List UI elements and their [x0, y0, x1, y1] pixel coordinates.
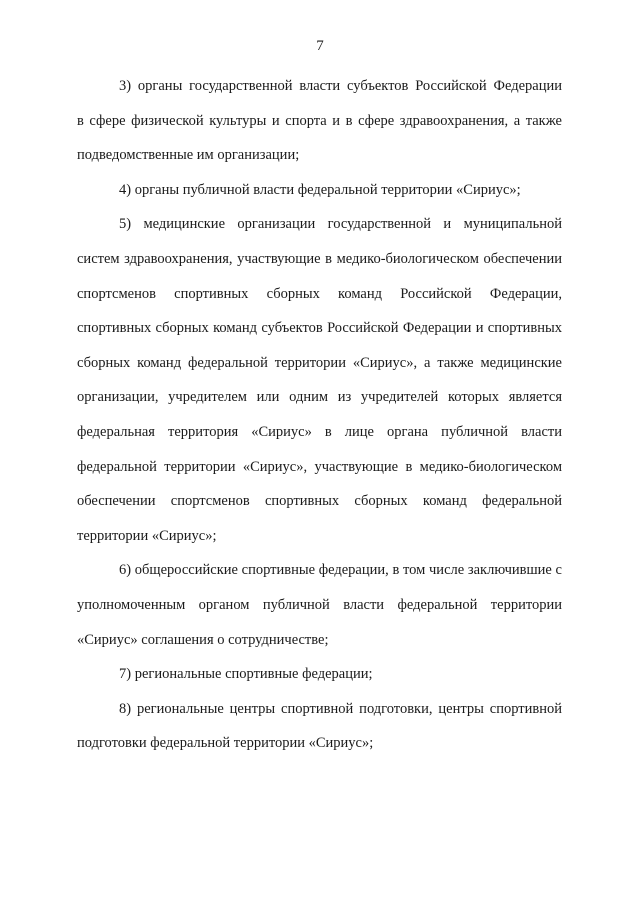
list-item-8: [77, 699, 562, 768]
list-item-7: [77, 664, 562, 699]
page-body: [77, 76, 562, 768]
text-line: «Сириус» соглашения о сотрудничестве;: [77, 631, 329, 648]
list-item-5: [77, 214, 562, 560]
text-line: 7) региональные спортивные федерации;: [119, 666, 373, 683]
text-line: 8) региональные центры спортивной подготовки, центры спортивной: [119, 700, 562, 717]
text-line: 3) органы государственной власти субъектов Российской Федерации: [119, 78, 562, 94]
text-line: уполномоченным органом публичной власти федеральной территории: [77, 596, 562, 613]
text-line: спортивных сборных команд субъектов Российской Федерации и спортивных: [77, 320, 562, 337]
page-number: 7: [316, 38, 324, 54]
text-line: федеральной территории «Сириус», участвующие в медико-биологическом: [77, 458, 562, 475]
text-line: подготовки федеральной территории «Сириус»;: [77, 735, 374, 752]
text-line: 6) общероссийские спортивные федерации, в том числе заключившие с: [119, 562, 562, 579]
text-line: сборных команд федеральной территории «Сириус», а также медицинские: [77, 354, 562, 371]
text-line: территории «Сириус»;: [77, 527, 217, 544]
text-line: 5) медицинские организации государственной и муниципальной: [119, 216, 562, 233]
text-line: в сфере физической культуры и спорта и в сфере здравоохранения, а также: [77, 112, 562, 129]
list-item-4: [77, 180, 562, 215]
text-line: 4) органы публичной власти федеральной территории «Сириус»;: [119, 181, 521, 198]
list-item-6: [77, 560, 562, 664]
text-line: спортсменов спортивных сборных команд Российской Федерации,: [77, 285, 562, 302]
text-line: обеспечении спортсменов спортивных сборных команд федеральной: [77, 493, 562, 510]
text-line: федеральная территория «Сириус» в лице органа публичной власти: [77, 423, 562, 440]
text-line: подведомственные им организации;: [77, 147, 300, 164]
text-line: систем здравоохранения, участвующие в медико-биологическом обеспечении: [77, 250, 562, 267]
list-item-3: [77, 76, 562, 180]
text-line: организации, учредителем или одним из учредителей которых является: [77, 389, 562, 406]
